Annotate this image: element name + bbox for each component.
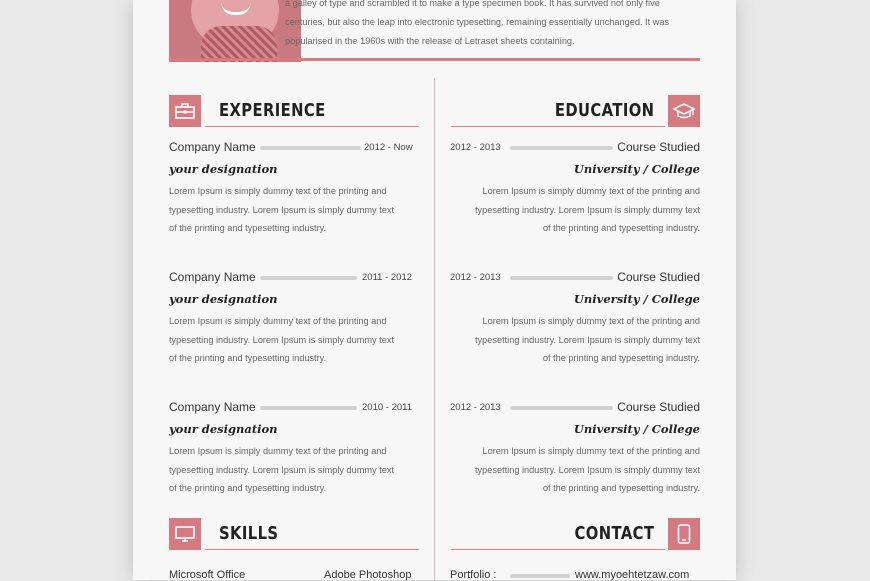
graduation-cap-icon [668,95,700,127]
employment-dates: 2012 - Now [364,142,413,153]
header-divider [169,58,700,61]
experience-description: Lorem Ipsum is simply dummy text of the printing and typesetting industry. Lorem Ipsum is simply dummy text of the printing and typesetting industry. [169,316,394,363]
employment-dates: 2010 - 2011 [362,402,413,413]
experience-title: EXPERIENCE [219,100,326,121]
skill-item: Microsoft Office [169,569,246,581]
company-name: Company Name [169,270,256,284]
company-name: Company Name [169,140,256,154]
designation: your designation [169,162,278,176]
contact-leader-bar [510,574,570,578]
experience-entry [169,270,419,368]
employment-dates: 2011 - 2012 [362,272,413,283]
experience-rule [205,126,419,127]
education-rule [451,126,665,127]
education-description: Lorem Ipsum is simply dummy text of the printing and typesetting industry. Lorem Ipsum is simply dummy text of the printing and typesetting industry. [475,186,700,233]
column-divider [434,78,435,580]
designation: your designation [169,292,278,306]
education-title: EDUCATION [554,100,654,121]
skill-item: Adobe Photoshop [324,569,412,581]
company-name: Company Name [169,400,256,414]
portfolio-label: Portfolio : [450,569,497,581]
education-entry [450,400,700,498]
experience-entry [169,400,419,498]
experience-entry [169,140,419,238]
school-name: University / College [573,422,700,436]
experience-description: Lorem Ipsum is simply dummy text of the printing and typesetting industry. Lorem Ipsum is simply dummy text of the printing and typesetting industry. [169,446,394,493]
course-name: Course Studied [617,400,700,414]
phone-icon [668,518,700,550]
education-entry [450,270,700,368]
briefcase-icon [169,95,201,127]
contact-title: CONTACT [574,523,654,544]
skills-rule [205,549,419,550]
study-dates: 2012 - 2013 [450,272,501,283]
school-name: University / College [573,292,700,306]
school-name: University / College [573,162,700,176]
portfolio-link[interactable]: www.myoehtetzaw.com [575,569,690,581]
study-dates: 2012 - 2013 [450,142,501,153]
designation: your designation [169,422,278,436]
experience-description: Lorem Ipsum is simply dummy text of the printing and typesetting industry. Lorem Ipsum is simply dummy text of the printing and typesetting industry. [169,186,394,233]
course-name: Course Studied [617,140,700,154]
course-name: Course Studied [617,270,700,284]
skills-title: SKILLS [219,523,279,544]
contact-rule [451,549,665,550]
study-dates: 2012 - 2013 [450,402,501,413]
education-entry [450,140,700,238]
monitor-icon [169,518,201,550]
profile-photo [169,0,301,62]
education-description: Lorem Ipsum is simply dummy text of the printing and typesetting industry. Lorem Ipsum is simply dummy text of the printing and typesetting industry. [475,446,700,493]
education-description: Lorem Ipsum is simply dummy text of the printing and typesetting industry. Lorem Ipsum is simply dummy text of the printing and typesetting industry. [475,316,700,363]
